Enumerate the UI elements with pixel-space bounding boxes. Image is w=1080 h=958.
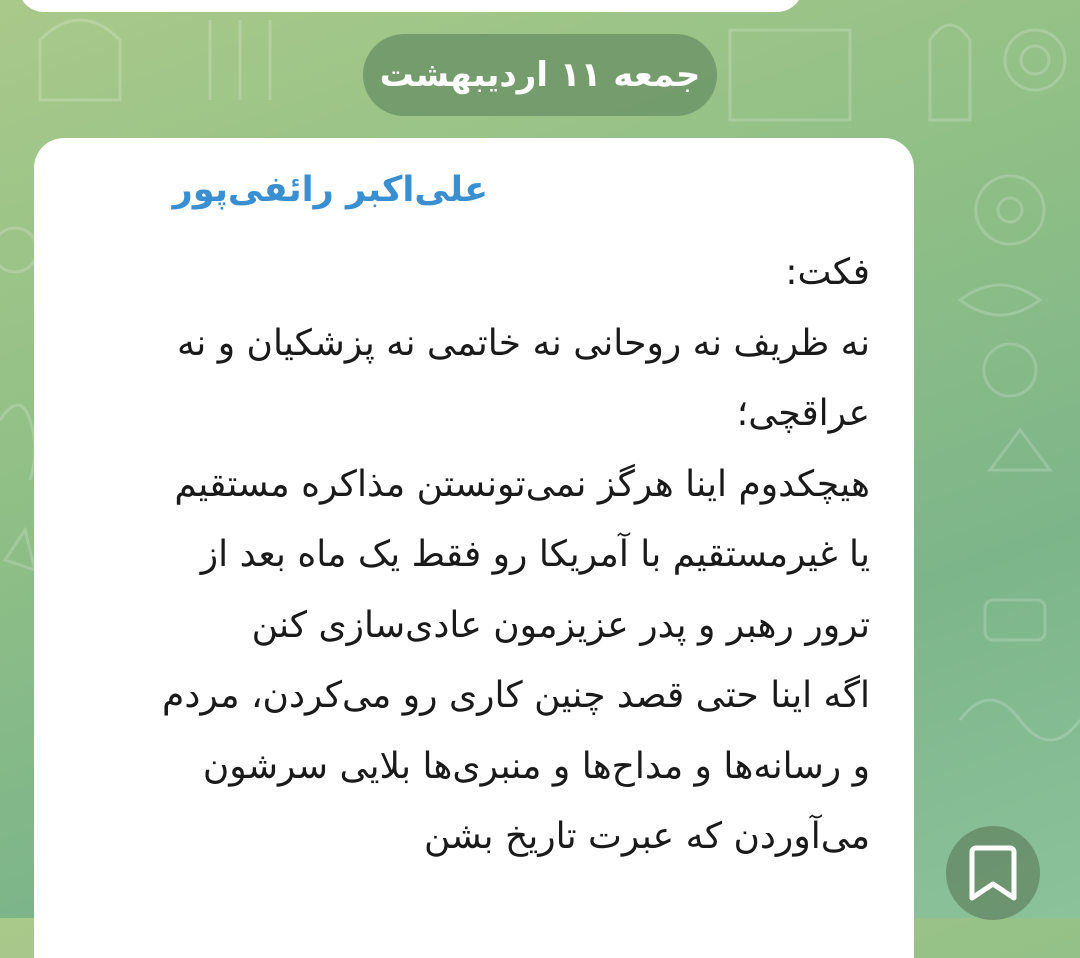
date-separator-label: جمعه ۱۱ اردیبهشت: [379, 55, 701, 95]
previous-message-bubble: [18, 0, 803, 12]
message-line: اگه اینا حتی قصد چنین کاری رو می‌کردن، مردم: [162, 675, 870, 716]
message-line: عراقچی؛: [736, 393, 870, 434]
bookmark-button[interactable]: [946, 826, 1040, 920]
message-line: فکت:: [785, 252, 870, 293]
bookmark-icon: [968, 843, 1018, 903]
message-line: می‌آوردن که عبرت تاریخ بشن: [423, 816, 870, 857]
date-separator: [363, 34, 717, 116]
message-text: [60, 238, 870, 873]
sender-name[interactable]: علی‌اکبر رائفی‌پور: [172, 170, 488, 210]
message-line: هیچکدوم اینا هرگز نمی‌تونستن مذاکره مستقیم: [174, 463, 870, 505]
message-line: یا غیرمستقیم با آمریکا رو فقط یک ماه بعد از: [200, 534, 870, 575]
message-line: نه ظریف نه روحانی نه خاتمی نه پزشکیان و نه: [176, 322, 870, 364]
message-line: ترور رهبر و پدر عزیزمون عادی‌سازی کنن: [251, 604, 870, 646]
message-line: و رسانه‌ها و مداح‌ها و منبری‌ها بلایی سرشون: [202, 745, 870, 787]
